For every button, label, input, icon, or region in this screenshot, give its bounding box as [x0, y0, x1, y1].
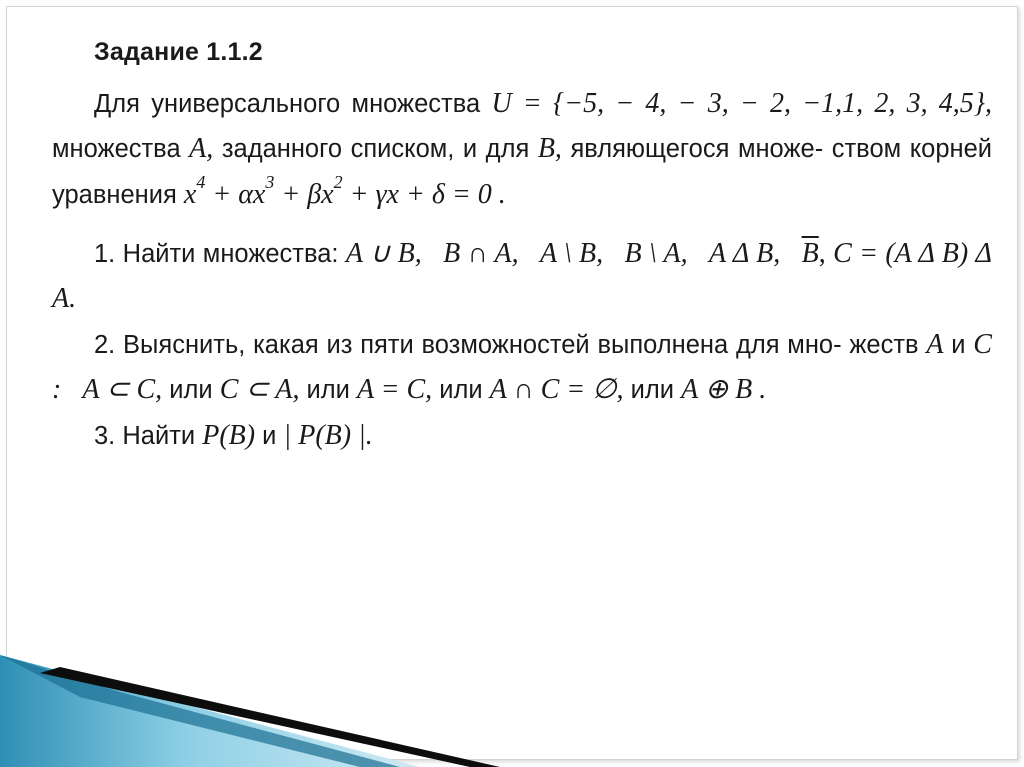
option-overlap: A ⊕ B . [681, 374, 767, 406]
intro-text-3: заданного списком, и для [221, 135, 530, 164]
op-difference-ba: B \ A, [624, 238, 688, 270]
op-intersection: B ∩ A, [443, 238, 519, 270]
item-1: 1. Найти множества: A ∪ B, B ∩ A, A \ B, B \ A, A Δ B, $\overline{B}$, C = (A Δ B) Δ A. [52, 238, 992, 315]
task-content [52, 38, 992, 458]
option-equal: A = C, [357, 374, 433, 406]
item1-label: 1. Найти множества: [94, 240, 339, 269]
task-title: Задание 1.1.2 [94, 38, 263, 66]
task-statement [52, 81, 992, 217]
op-symdiff: A Δ B, [709, 238, 781, 270]
c-definition: C = (A Δ B) Δ A. [52, 238, 992, 315]
item2-line2: жеств [849, 330, 919, 359]
item-3: 3. Найти P(B) и | P(B) |. [94, 419, 373, 451]
option-disjoint: A ∩ C = ∅, [489, 374, 624, 406]
intro-text-2: множества [52, 135, 181, 164]
intro-text-4: являющегося множе- [570, 135, 824, 164]
intro-text-5: ством корней уравнения [52, 135, 993, 209]
set-b: B, [537, 133, 562, 165]
powerset: P(B) [202, 419, 256, 451]
op-difference-ab: A \ B, [540, 238, 604, 270]
universe-set: U = {−5, − 4, − 3, − 2, −1,1, 2, 3, 4,5}, [491, 88, 993, 119]
option-subset-ac: A ⊂ C, [82, 374, 163, 406]
item-2: 2. Выяснить, какая из пяти возможностей выполнена для мно- жеств A и C : A ⊂ C, или C ⊂ A, или A = C, или A ∩ C = ∅, или A ⊕ B . [52, 328, 992, 406]
set-a: A, [189, 133, 214, 165]
op-complement: $\overline{B}$ [801, 238, 819, 270]
intro-text-1: Для универсального множества [94, 90, 481, 118]
option-subset-ca: C ⊂ A, [219, 374, 300, 406]
powerset-cardinality: | P(B) |. [283, 419, 373, 451]
item2-text: 2. Выяснить, какая из пяти возможностей выполнена для мно- [94, 330, 842, 359]
item3-label: 3. Найти [94, 421, 196, 450]
op-union: A ∪ B, [345, 238, 422, 270]
slide-ribbon-decoration [0, 637, 1024, 767]
equation: $x^4 + \alpha x^3 + \beta x^2 + \gamma x + \delta = 0$ . [183, 172, 506, 210]
